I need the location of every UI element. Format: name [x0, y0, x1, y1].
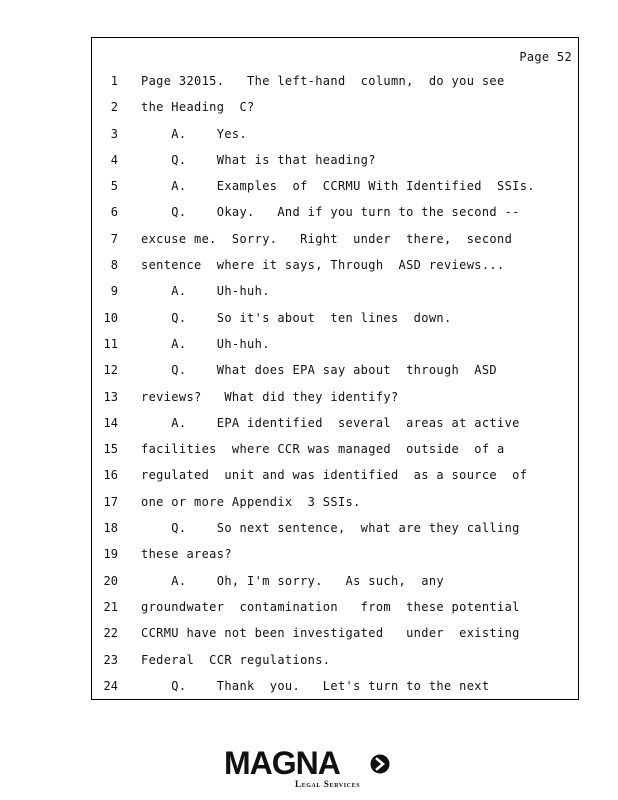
transcript-line: [92, 651, 578, 677]
line-text: Q. Thank you. Let's turn to the next: [141, 678, 490, 693]
logo-tagline: Legal Services: [295, 779, 361, 789]
transcript-line: [92, 414, 578, 440]
line-number: 6: [110, 205, 118, 220]
line-number: 11: [103, 336, 118, 351]
line-text: A. Uh-huh.: [141, 336, 270, 351]
line-text: Q. So it's about ten lines down.: [141, 310, 452, 325]
transcript-line: [92, 151, 578, 177]
line-text: facilities where CCR was managed outside of a: [141, 442, 505, 457]
line-text: CCRMU have not been investigated under existing: [141, 626, 520, 641]
line-text: Page 32015. The left-hand column, do you see: [141, 74, 505, 88]
transcript-line: [92, 545, 578, 571]
line-text: regulated unit and was identified as a source of: [141, 468, 528, 483]
line-text: A. Uh-huh.: [141, 284, 270, 299]
transcript-line: [92, 309, 578, 335]
line-number: 20: [103, 573, 118, 588]
line-number: 13: [103, 389, 118, 404]
line-number: 4: [110, 152, 118, 167]
line-text: groundwater contamination from these potential: [141, 599, 520, 614]
transcript-line: [92, 361, 578, 387]
line-number: 16: [103, 468, 118, 483]
line-number: 5: [110, 179, 118, 194]
transcript-line: [92, 230, 578, 256]
transcript-line: [92, 282, 578, 308]
transcript-line: [92, 177, 578, 203]
line-number: 7: [110, 231, 118, 246]
transcript-line: [92, 440, 578, 466]
line-number: 8: [110, 258, 118, 273]
line-text: sentence where it says, Through ASD reviews...: [141, 258, 505, 273]
transcript-line: [92, 466, 578, 492]
line-number: 17: [103, 494, 118, 509]
line-number: 18: [103, 521, 118, 536]
line-text: Q. What does EPA say about through ASD: [141, 363, 498, 378]
line-number: 10: [103, 310, 118, 325]
line-number: 22: [103, 626, 118, 641]
transcript-line: [92, 72, 578, 98]
transcript-line: [92, 388, 578, 414]
transcript-line: [92, 98, 578, 124]
line-text: Federal CCR regulations.: [141, 652, 331, 667]
line-number: 12: [103, 363, 118, 378]
transcript-line: [92, 493, 578, 519]
transcript-line: [92, 624, 578, 650]
line-text: Q. What is that heading?: [141, 152, 376, 167]
transcript-page: [91, 37, 579, 700]
line-number: 9: [110, 284, 118, 299]
line-text: A. Oh, I'm sorry. As such, any: [141, 573, 444, 588]
page-number: Page 52: [519, 50, 572, 64]
line-number: 2: [110, 100, 118, 115]
transcript-lines: [92, 72, 578, 703]
transcript-line: [92, 677, 578, 703]
line-text: Q. So next sentence, what are they calling: [141, 521, 520, 536]
line-number: 15: [103, 442, 118, 457]
line-number: 14: [103, 415, 118, 430]
transcript-line: [92, 572, 578, 598]
line-number: 21: [103, 599, 118, 614]
line-text: A. EPA identified several areas at active: [141, 415, 520, 430]
line-number: 19: [103, 547, 118, 562]
transcript-line: [92, 256, 578, 282]
line-text: the Heading C?: [141, 100, 255, 115]
line-text: excuse me. Sorry. Right under there, second: [141, 231, 513, 246]
line-text: Q. Okay. And if you turn to the second --: [141, 205, 520, 220]
line-number: 1: [110, 74, 118, 88]
line-text: reviews? What did they identify?: [141, 389, 399, 404]
line-text: one or more Appendix 3 SSIs.: [141, 494, 361, 509]
line-number: 24: [103, 678, 118, 693]
line-number: 3: [110, 126, 118, 141]
logo-wordmark: MAGNA: [224, 745, 340, 781]
line-text: A. Yes.: [141, 126, 248, 141]
transcript-line: [92, 125, 578, 151]
magna-logo: [222, 745, 397, 793]
line-text: A. Examples of CCRMU With Identified SSIs.: [141, 179, 535, 194]
transcript-line: [92, 598, 578, 624]
chevron-right-circle-icon: [370, 754, 390, 774]
transcript-line: [92, 335, 578, 361]
line-number: 23: [103, 652, 118, 667]
transcript-line: [92, 519, 578, 545]
line-text: these areas?: [141, 547, 232, 562]
transcript-line: [92, 203, 578, 229]
